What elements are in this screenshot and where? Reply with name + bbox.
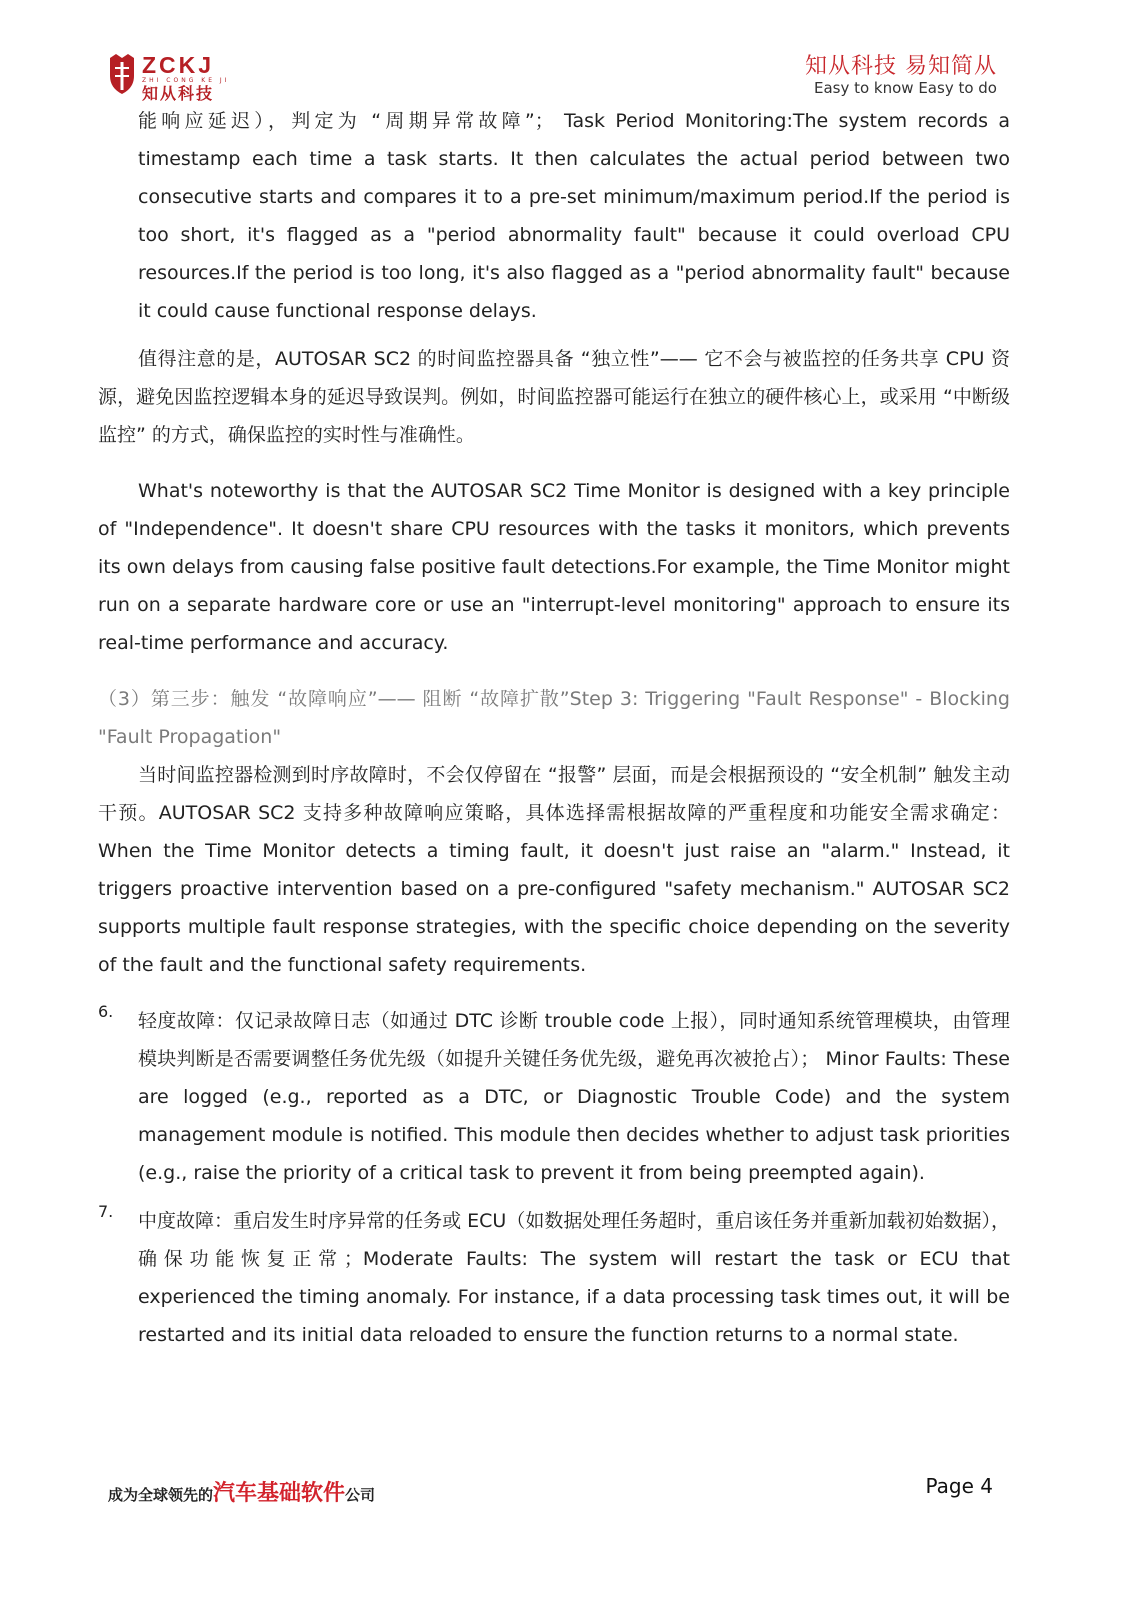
logo-letters: ZCKJ (142, 52, 215, 78)
list-number: 6. (98, 1002, 114, 1021)
company-logo-icon (108, 54, 136, 98)
document-body (98, 102, 1010, 1354)
footer-tagline-highlight: 汽车基础软件 (213, 1481, 346, 1506)
header-slogan (805, 55, 997, 97)
page-number: Page 4 (925, 1474, 993, 1498)
page-footer (108, 1470, 993, 1510)
footer-tagline-prefix: 成为全球领先的 (108, 1486, 214, 1504)
list-item-text: 中度故障：重启发生时序异常的任务或 ECU（如数据处理任务超时，重启该任务并重新加载初始数据），确保功能恢复正常；Moderate Faults: The system will restart the task or ECU that experienced the timing anomaly. For instance, if a data processing task times out, it will be restarted and its initial data reloaded to ensure the function returns to a normal state. (138, 1210, 1010, 1346)
paragraph-fault-response: 当时间监控器检测到时序故障时，不会仅停留在 “报警” 层面，而是会根据预设的 “安全机制” 触发主动干预。AUTOSAR SC2 支持多种故障响应策略，具体选择需根据故障的严重程度和功能安全需求确定：When the Time Monitor detects a timing fault, it doesn't just raise an "alarm." Instead, it triggers proactive intervention based on a pre-configured "safety mechanism." AUTOSAR SC2 supports multiple fault response strategies, with the specific choice depending on the severity of the fault and the functional safety requirements. (98, 764, 1010, 976)
paragraph-task-period: 能响应延迟），判定为 “周期异常故障”； Task Period Monitoring:The system records a timestamp each time a task starts. It then calculates the actual period between two consecutive starts and compares it to a pre-set minimum/maximum period.If the period is too short, it's flagged as a "period abnormality fault" because it could overload CPU resources.If the period is too long, it's also flagged as a "period abnormality fault" because it could cause functional response delays. (138, 110, 1010, 322)
list-number: 7. (98, 1202, 114, 1221)
logo-subtitle: ZHI CONG KE JI (142, 77, 230, 84)
logo-chinese-name: 知从科技 (142, 84, 215, 103)
page-header (0, 0, 1131, 110)
list-item-text: 轻度故障：仅记录故障日志（如通过 DTC 诊断 trouble code 上报），同时通知系统管理模块，由管理模块判断是否需要调整任务优先级（如提升关键任务优先级，避免再次被抢占）； Minor Faults: These are logged (e.g., reported as a DTC, or Diagnostic Trouble Code) and the system management module is notified. This module then decides whether to adjust task priorities (e.g., raise the priority of a critical task to prevent it from being preempted again). (138, 1010, 1010, 1184)
section-heading-step3: （3）第三步：触发 “故障响应”—— 阻断 “故障扩散”Step 3: Triggering "Fault Response" - Blocking "Fault Propagation" (98, 688, 1010, 748)
slogan-chinese: 知从科技 易知简从 (805, 54, 997, 79)
logo-text (142, 54, 229, 102)
paragraph-independence-en: What's noteworthy is that the AUTOSAR SC2 Time Monitor is designed with a key principle of "Independence". It doesn't share CPU resources with the tasks it monitors, which prevents its own delays from causing false positive fault detections.For example, the Time Monitor might run on a separate hardware core or use an "interrupt-level monitoring" approach to ensure its real-time performance and accuracy. (98, 480, 1010, 654)
footer-tagline-suffix: 公司 (345, 1486, 376, 1504)
slogan-english: Easy to know Easy to do (813, 79, 997, 98)
paragraph-independence-cn: 值得注意的是，AUTOSAR SC2 的时间监控器具备 “独立性”—— 它不会与被监控的任务共享 CPU 资源，避免因监控逻辑本身的延迟导致误判。例如，时间监控器可能运行在独立的硬件核心上，或采用 “中断级监控” 的方式，确保监控的实时性与准确性。 (98, 348, 1010, 446)
list-item (98, 1002, 1010, 1192)
footer-tagline (108, 1476, 375, 1507)
list-item (98, 1202, 1010, 1354)
